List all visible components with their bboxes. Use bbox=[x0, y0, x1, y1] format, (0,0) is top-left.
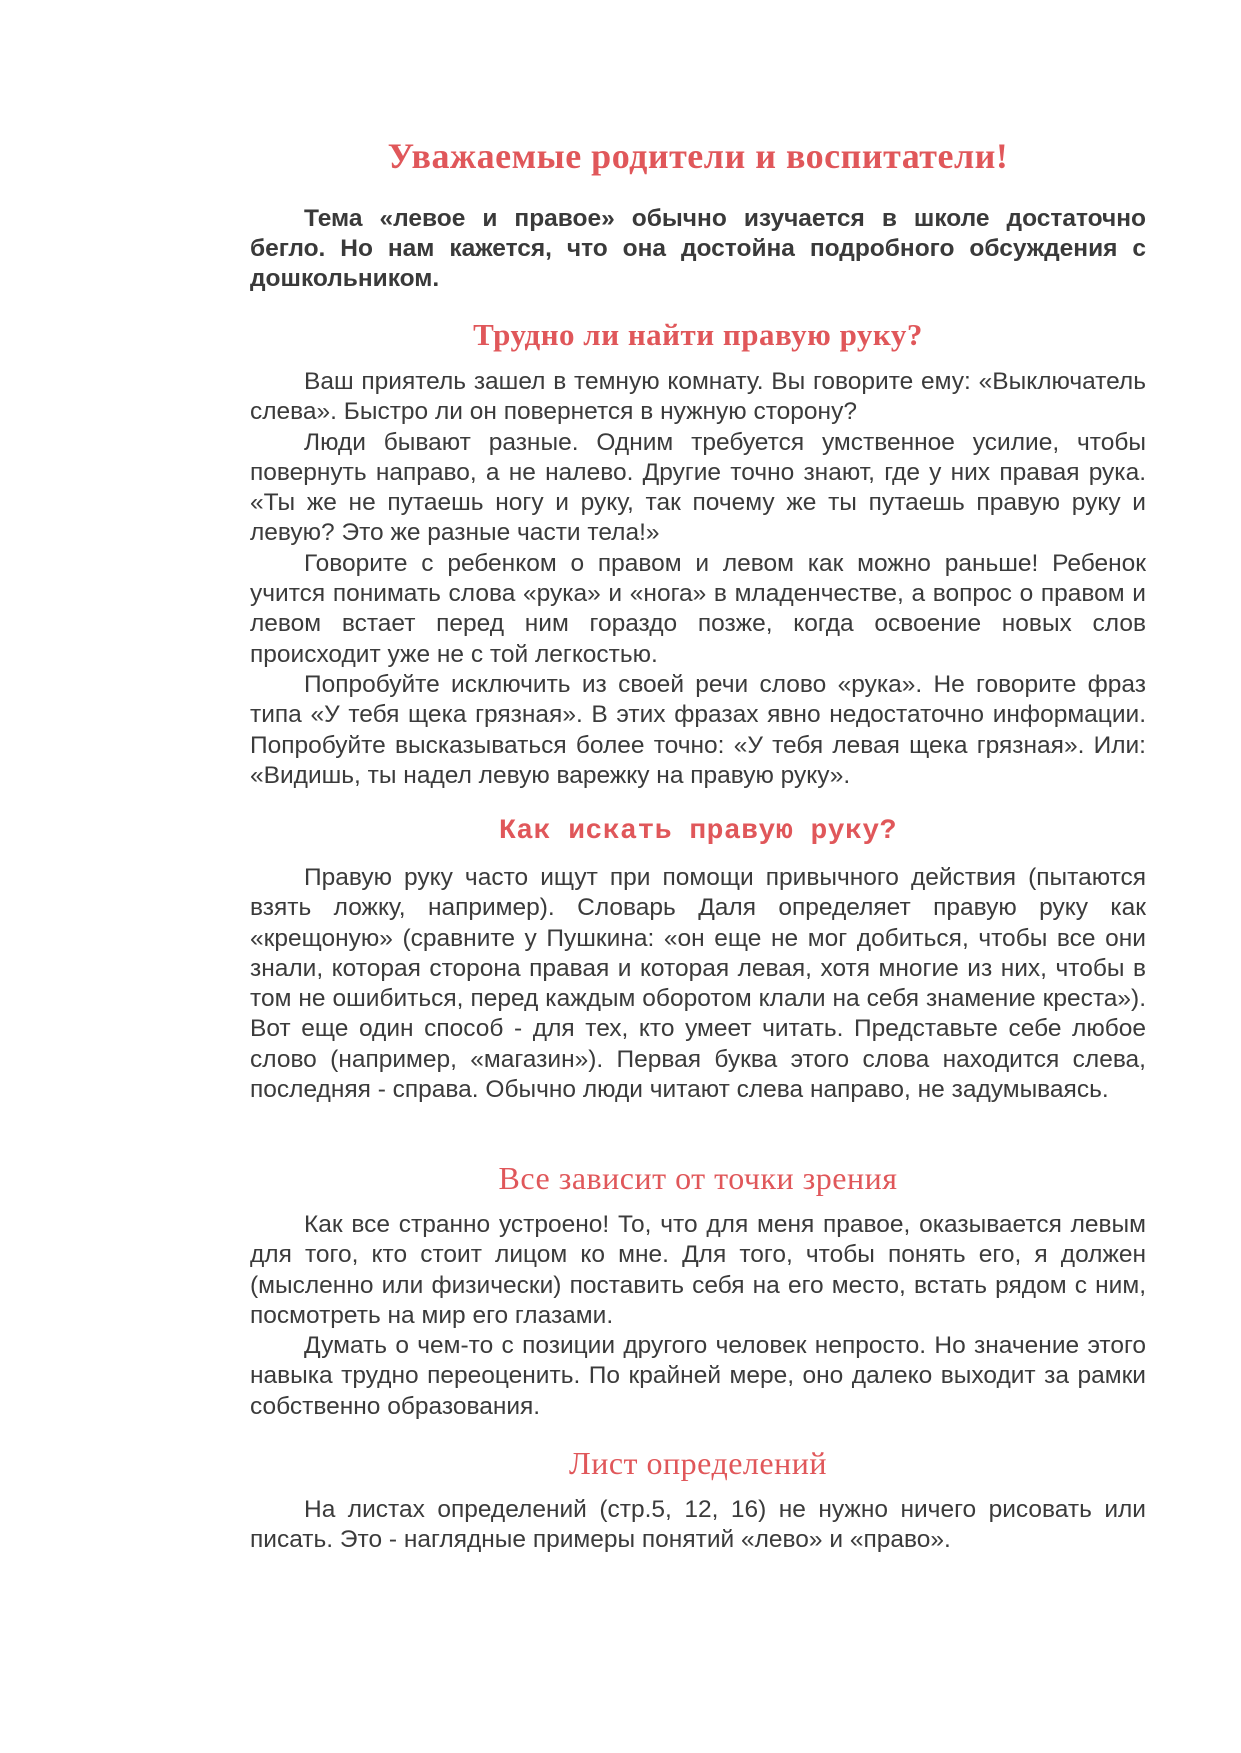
section-2-heading: Как искать правую руку? bbox=[499, 816, 897, 847]
section-2-body bbox=[250, 863, 1146, 1105]
section-4-body bbox=[250, 1495, 1146, 1556]
intro-paragraph: Тема «левое и правое» обычно изучается в школе достаточно бегло. Но нам кажется, что она достойна подробного обсуждения с дошкольником. bbox=[250, 205, 1146, 292]
section-4-heading: Лист определений bbox=[569, 1445, 827, 1481]
page-title: Уважаемые родители и воспитатели! bbox=[387, 136, 1009, 176]
section-3-paragraph: Как все странно устроено! То, что для меня правое, оказывается левым для того, кто стоит лицом ко мне. Для того, чтобы понять его, я должен (мысленно или физически) поставить себя на его место, встать рядом с ним, посмотреть на мир его глазами. bbox=[250, 1211, 1146, 1329]
section-3-body bbox=[250, 1210, 1146, 1422]
section-2-paragraph: Правую руку часто ищут при помощи привычного действия (пытаются взять ложку, например). Словарь Даля определяет правую руку как «крещоную» (сравните у Пушкина: «он еще не мог добиться, чтобы все они знали, которая сторона правая и которая левая, хотя многие из них, чтобы в том не ошибиться, перед каждым оборотом клали на себя знамение креста»). Вот еще один способ - для тех, кто умеет читать. Представьте себе любое слово (например, «магазин»). Первая буква этого слова находится слева, последняя - справа. Обычно люди читают слева направо, не задумываясь. bbox=[250, 864, 1146, 1104]
section-1-heading: Трудно ли найти правую руку? bbox=[473, 317, 923, 352]
section-1-paragraph: Люди бывают разные. Одним требуется умственное усилие, чтобы повернуть направо, а не налево. Другие точно знают, где у них правая рука. «Ты же не путаешь ногу и руку, так почему же ты путаешь правую руку и левую? Это же разные части тела!» bbox=[250, 428, 1146, 547]
section-3-paragraph: Думать о чем-то с позиции другого человек непросто. Но значение этого навыка трудно переоценить. По крайней мере, оно далеко выходит за рамки собственно образования. bbox=[250, 1332, 1146, 1420]
section-1-paragraph: Попробуйте исключить из своей речи слово «рука». Не говорите фраз типа «У тебя щека грязная». В этих фразах явно недостаточно информации. Попробуйте высказываться более точно: «У тебя левая щека грязная». Или: «Видишь, ты надел левую варежку на правую руку». bbox=[250, 670, 1146, 789]
section-1-paragraph: Ваш приятель зашел в темную комнату. Вы говорите ему: «Выключатель слева». Быстро ли он повернется в нужную сторону? bbox=[250, 368, 1146, 426]
section-1-body bbox=[250, 367, 1146, 791]
section-1-paragraph: Говорите с ребенком о правом и левом как можно раньше! Ребенок учится понимать слова «рука» и «нога» в младенчестве, а вопрос о правом и левом встает перед ним гораздо позже, когда освоение новых слов происходит уже не с той легкостью. bbox=[250, 549, 1146, 668]
section-3-heading: Все зависит от точки зрения bbox=[498, 1160, 898, 1196]
section-4-paragraph: На листах определений (стр.5, 12, 16) не нужно ничего рисовать или писать. Это - наглядные примеры понятий «лево» и «право». bbox=[250, 1496, 1146, 1554]
